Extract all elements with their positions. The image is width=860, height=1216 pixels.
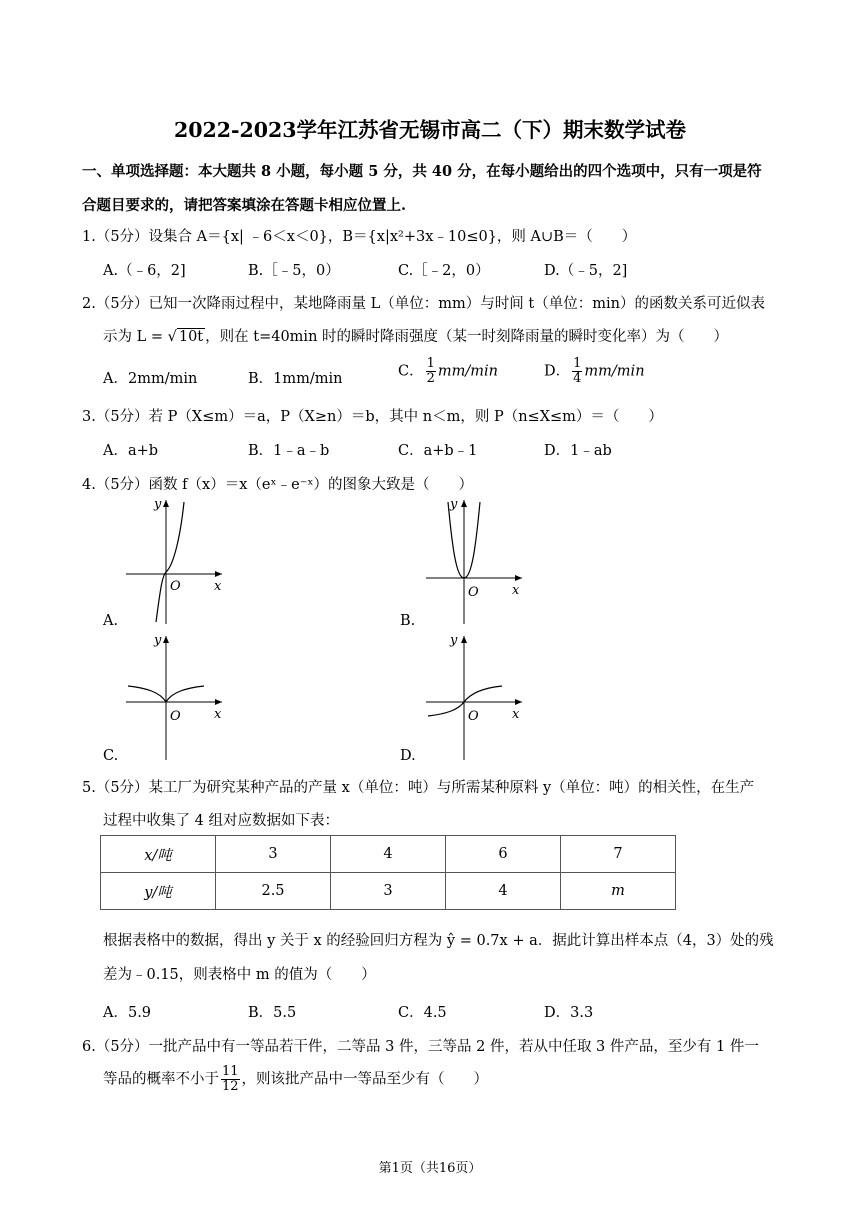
q2-formula-suffix: ，则在 t=40min 时的瞬时降雨强度（某一时刻降雨量的瞬时变化率）为（ ） (205, 329, 729, 345)
page-footer: 第1页（共16页） (378, 1161, 482, 1176)
q4-label-c: C. (103, 748, 119, 764)
table-cell: 4 (446, 873, 561, 910)
question-6-line2: 等品的概率不小于 $\frac{11}{12}$ ，则该批产品中一等品至少有（ ） (103, 1064, 489, 1094)
q5-option-a: A．5.9 (103, 1005, 152, 1021)
graph-c-origin: O (170, 709, 181, 724)
q3-option-b: B．1﹣a﹣b (248, 443, 330, 459)
question-4: 4.（5分）函数 f（x）＝x（eˣ﹣e⁻ˣ）的图象大致是（ ） (82, 477, 473, 493)
q1-option-c: C.［﹣2，0） (398, 263, 490, 279)
q2-option-a: A．2mm/min (103, 371, 198, 387)
q5-option-d: D．3.3 (544, 1005, 594, 1021)
question-2-line2 (103, 325, 728, 346)
q3-option-d: D．1﹣ab (544, 443, 612, 459)
data-table (100, 835, 676, 910)
q2-sqrt-content: 10t (178, 329, 204, 345)
table-cell: 6 (446, 836, 561, 873)
table-cell: 2.5 (216, 873, 331, 910)
section-heading-line1: 一、单项选择题：本大题共 8 小题，每小题 5 分，共 40 分，在每小题给出的四个选项中，只有一项是符 (82, 163, 762, 180)
q5-option-c: C．4.5 (398, 1005, 447, 1021)
q2-c-fraction: $\frac{1}{2}$ (426, 356, 435, 386)
sqrt-symbol: √ (167, 329, 177, 345)
table-row (101, 836, 676, 873)
table-cell: m (561, 873, 676, 910)
page-title: 2022-2023学年江苏省无锡市高二（下）期末数学试卷 (173, 118, 687, 142)
question-5-after2: 差为﹣0.15，则表格中 m 的值为（ ） (103, 967, 376, 983)
q4-label-a: A. (103, 613, 119, 629)
graph-d-origin: O (468, 709, 479, 724)
q5-option-b: B．5.5 (248, 1005, 297, 1021)
table-cell: 3 (216, 836, 331, 873)
q2-option-c: C． $\frac{1}{2}$ mm/min (398, 356, 499, 386)
graph-d (418, 630, 530, 766)
graph-a-origin: O (170, 579, 181, 594)
question-6-line1: 6.（5分）一批产品中有一等品若干件，二等品 3 件，三等品 2 件，若从中任取 3 件产品，至少有 1 件一 (82, 1039, 759, 1055)
q2-option-d: D． $\frac{1}{4}$ mm/min (544, 356, 645, 386)
graph-a-x-label: x (214, 579, 222, 594)
question-5-line2: 过程中收集了 4 组对应数据如下表： (103, 813, 339, 829)
graph-b (418, 494, 530, 630)
table-cell: x/吨 (101, 836, 216, 873)
q4-label-b: B. (400, 613, 416, 629)
table-cell: 3 (331, 873, 446, 910)
q2-formula-prefix: 示为 L = (103, 329, 168, 345)
section-heading-line2: 合题目要求的，请把答案填涂在答题卡相应位置上. (82, 197, 407, 214)
graph-d-y-label: y (450, 633, 458, 648)
table-cell: y/吨 (101, 873, 216, 910)
graph-b-origin: O (468, 585, 479, 600)
table-row (101, 873, 676, 910)
q2-d-fraction: $\frac{1}{4}$ (573, 356, 582, 386)
q1-option-d: D.（﹣5，2] (544, 263, 628, 279)
question-3: 3.（5分）若 P（X≤m）＝a，P（X≥n）＝b，其中 n＜m，则 P（n≤X≤m）＝（ ） (82, 409, 663, 425)
graph-a-y-label: y (154, 497, 162, 512)
question-5-line1: 5.（5分）某工厂为研究某种产品的产量 x（单位：吨）与所需某种原料 y（单位：吨）的相关性，在生产 (82, 780, 755, 796)
q1-option-a: A.（﹣6，2] (103, 263, 186, 279)
table-cell: 4 (331, 836, 446, 873)
table-cell: 7 (561, 836, 676, 873)
question-1: 1.（5分）设集合 A＝{x| ﹣6＜x＜0}，B＝{x|x²+3x﹣10≤0}，则 A∪B＝（ ） (82, 229, 637, 245)
graph-c-x-label: x (214, 707, 222, 722)
graph-b-x-label: x (512, 583, 520, 598)
q2-option-b: B．1mm/min (248, 371, 343, 387)
q3-option-a: A．a+b (103, 443, 159, 459)
q1-option-b: B.［﹣5，0） (248, 263, 340, 279)
q6-fraction: $\frac{11}{12}$ (222, 1064, 239, 1094)
graph-a (118, 494, 230, 630)
question-2-line1: 2.（5分）已知一次降雨过程中，某地降雨量 L（单位：mm）与时间 t（单位：min）的函数关系可近似表 (82, 296, 765, 312)
q3-option-c: C．a+b﹣1 (398, 443, 478, 459)
q4-label-d: D. (400, 748, 416, 764)
graph-b-y-label: y (450, 497, 458, 512)
question-5-after1: 根据表格中的数据，得出 y 关于 x 的经验回归方程为 ŷ = 0.7x + a．据此计算出样本点（4，3）处的残 (103, 933, 774, 949)
graph-c-y-label: y (154, 633, 162, 648)
graph-d-x-label: x (512, 707, 520, 722)
graph-c (118, 630, 230, 766)
